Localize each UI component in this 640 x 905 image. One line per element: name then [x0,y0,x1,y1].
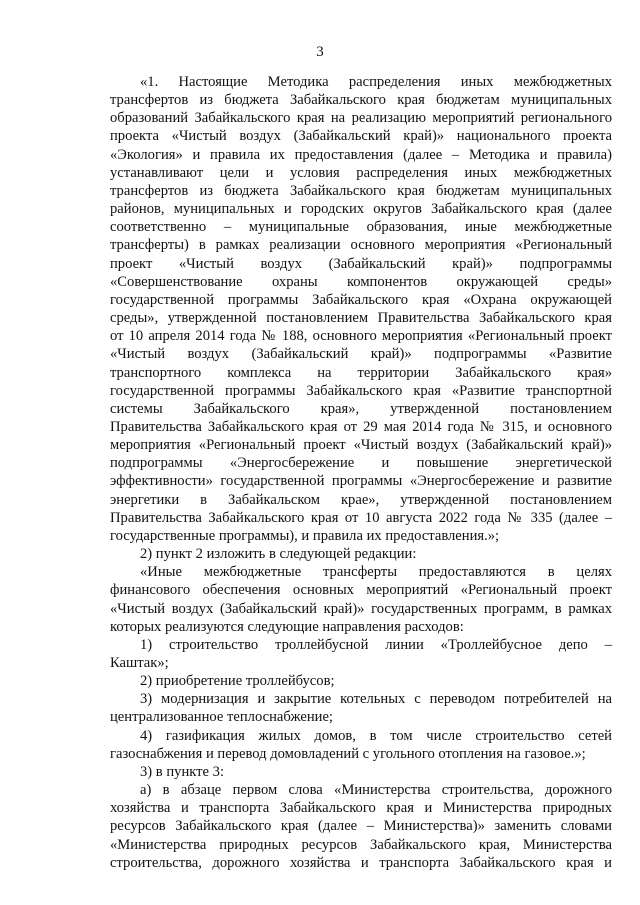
document-body [110,73,612,872]
methodology-quote-line: образований Забайкальского края на реализацию мероприятий регионального [110,110,612,127]
methodology-quote-line: проект «Чистый воздух (Забайкальский край)» подпрограммы [110,255,612,272]
methodology-quote-line: районов, муниципальных и городских округов Забайкальского края (далее [110,201,612,218]
item-3a-line: ресурсов Забайкальского края (далее – Министерства)» заменить словами [110,818,612,835]
methodology-quote-line: среды», утвержденной постановлением Правительства Забайкальского края [110,310,612,327]
methodology-quote-line: проекта «Чистый воздух (Забайкальский край)» национального проекта [110,128,612,145]
direction-2-line: 2) приобретение троллейбусов; [140,673,335,690]
methodology-quote-line: Правительства Забайкальского края от 29 мая 2014 года № 315, и основного [110,418,612,435]
methodology-quote-line: государственные программы), и правила их предоставления.»; [110,527,500,544]
methodology-quote-line: подпрограммы «Энергосбережение и повышение энергетической [110,455,612,472]
methodology-quote-line: трансферты) в рамках реализации основного мероприятия «Региональный [110,237,612,254]
methodology-quote-line: транспортного комплекса на территории Забайкальского края» [110,364,612,381]
methodology-quote-line: мероприятия «Региональный проект «Чистый воздух (Забайкальский край)» [110,437,612,454]
methodology-quote-line: Правительства Забайкальского края от 10 августа 2022 года № 335 (далее – [110,509,612,526]
methodology-quote-line: «Чистый воздух (Забайкальский край)» подпрограммы «Развитие [110,346,612,363]
methodology-quote-line: трансфертов из бюджета Забайкальского края бюджетам муниципальных [110,92,612,109]
item-2-text-line: «Иные межбюджетные трансферты предоставляются в целях [140,564,612,581]
item-2-text-line: «Чистый воздух (Забайкальский край)» государственных программ, в рамках [110,600,612,617]
methodology-quote-line: государственной программы Забайкальского края «Охрана окружающей [110,291,612,308]
item-3a-line: «Министерства природных ресурсов Забайкальского края, Министерства [110,836,612,853]
methodology-quote-line: соответственно – муниципальные образования, иные межбюджетные [110,219,612,236]
methodology-quote-line: устанавливают цели и условия распределения иных межбюджетных [110,164,612,181]
direction-3-line: централизованное теплоснабжение; [110,709,333,726]
direction-4-line: газоснабжения и перевод домовладений с угольного отопления на газовое.»; [110,745,586,762]
methodology-quote-line: «Совершенствование охраны компонентов окружающей среды» [110,273,612,290]
item-3-line: 3) в пункте 3: [140,763,225,780]
methodology-quote-line: государственной программы Забайкальского края «Развитие транспортной [110,382,612,399]
item-2-text-line: финансового обеспечения основных мероприятий «Региональный проект [110,582,612,599]
direction-1-line: Каштак»; [110,655,169,671]
direction-4-line: 4) газификация жилых домов, в том числе строительство сетей [140,727,612,744]
methodology-quote-line: от 10 апреля 2014 года № 188, основного мероприятия «Региональный проект [110,328,612,345]
methodology-quote-line: эффективности» государственной программы «Энергосбережение и развитие [110,473,612,490]
item-2-line: 2) пункт 2 изложить в следующей редакции: [140,546,417,563]
page-number: 3 [316,44,324,60]
methodology-quote-line: «Экология» и правила их предоставления (далее – Методика и правила) [110,146,612,163]
item-3a-line: строительства, дорожного хозяйства и транспорта Забайкальского края и [110,854,612,871]
item-2-text-line: которых реализуются следующие направления расходов: [110,618,464,635]
direction-3-line: 3) модернизация и закрытие котельных с переводом потребителей на [140,691,612,708]
item-3a-line: хозяйства и транспорта Забайкальского края и Министерства природных [110,800,612,817]
direction-1-line: 1) строительство троллейбусной линии «Троллейбусное депо – [140,636,612,653]
methodology-quote-line: трансфертов из бюджета Забайкальского края бюджетам муниципальных [110,182,612,199]
item-3a-line: а) в абзаце первом слова «Министерства строительства, дорожного [140,782,612,799]
methodology-quote-line: «1. Настоящие Методика распределения иных межбюджетных [140,74,612,90]
methodology-quote-line: энергетики в Забайкальском крае», утвержденной постановлением [110,491,612,508]
methodology-quote-line: системы Забайкальского края», утвержденной постановлением [110,400,612,417]
